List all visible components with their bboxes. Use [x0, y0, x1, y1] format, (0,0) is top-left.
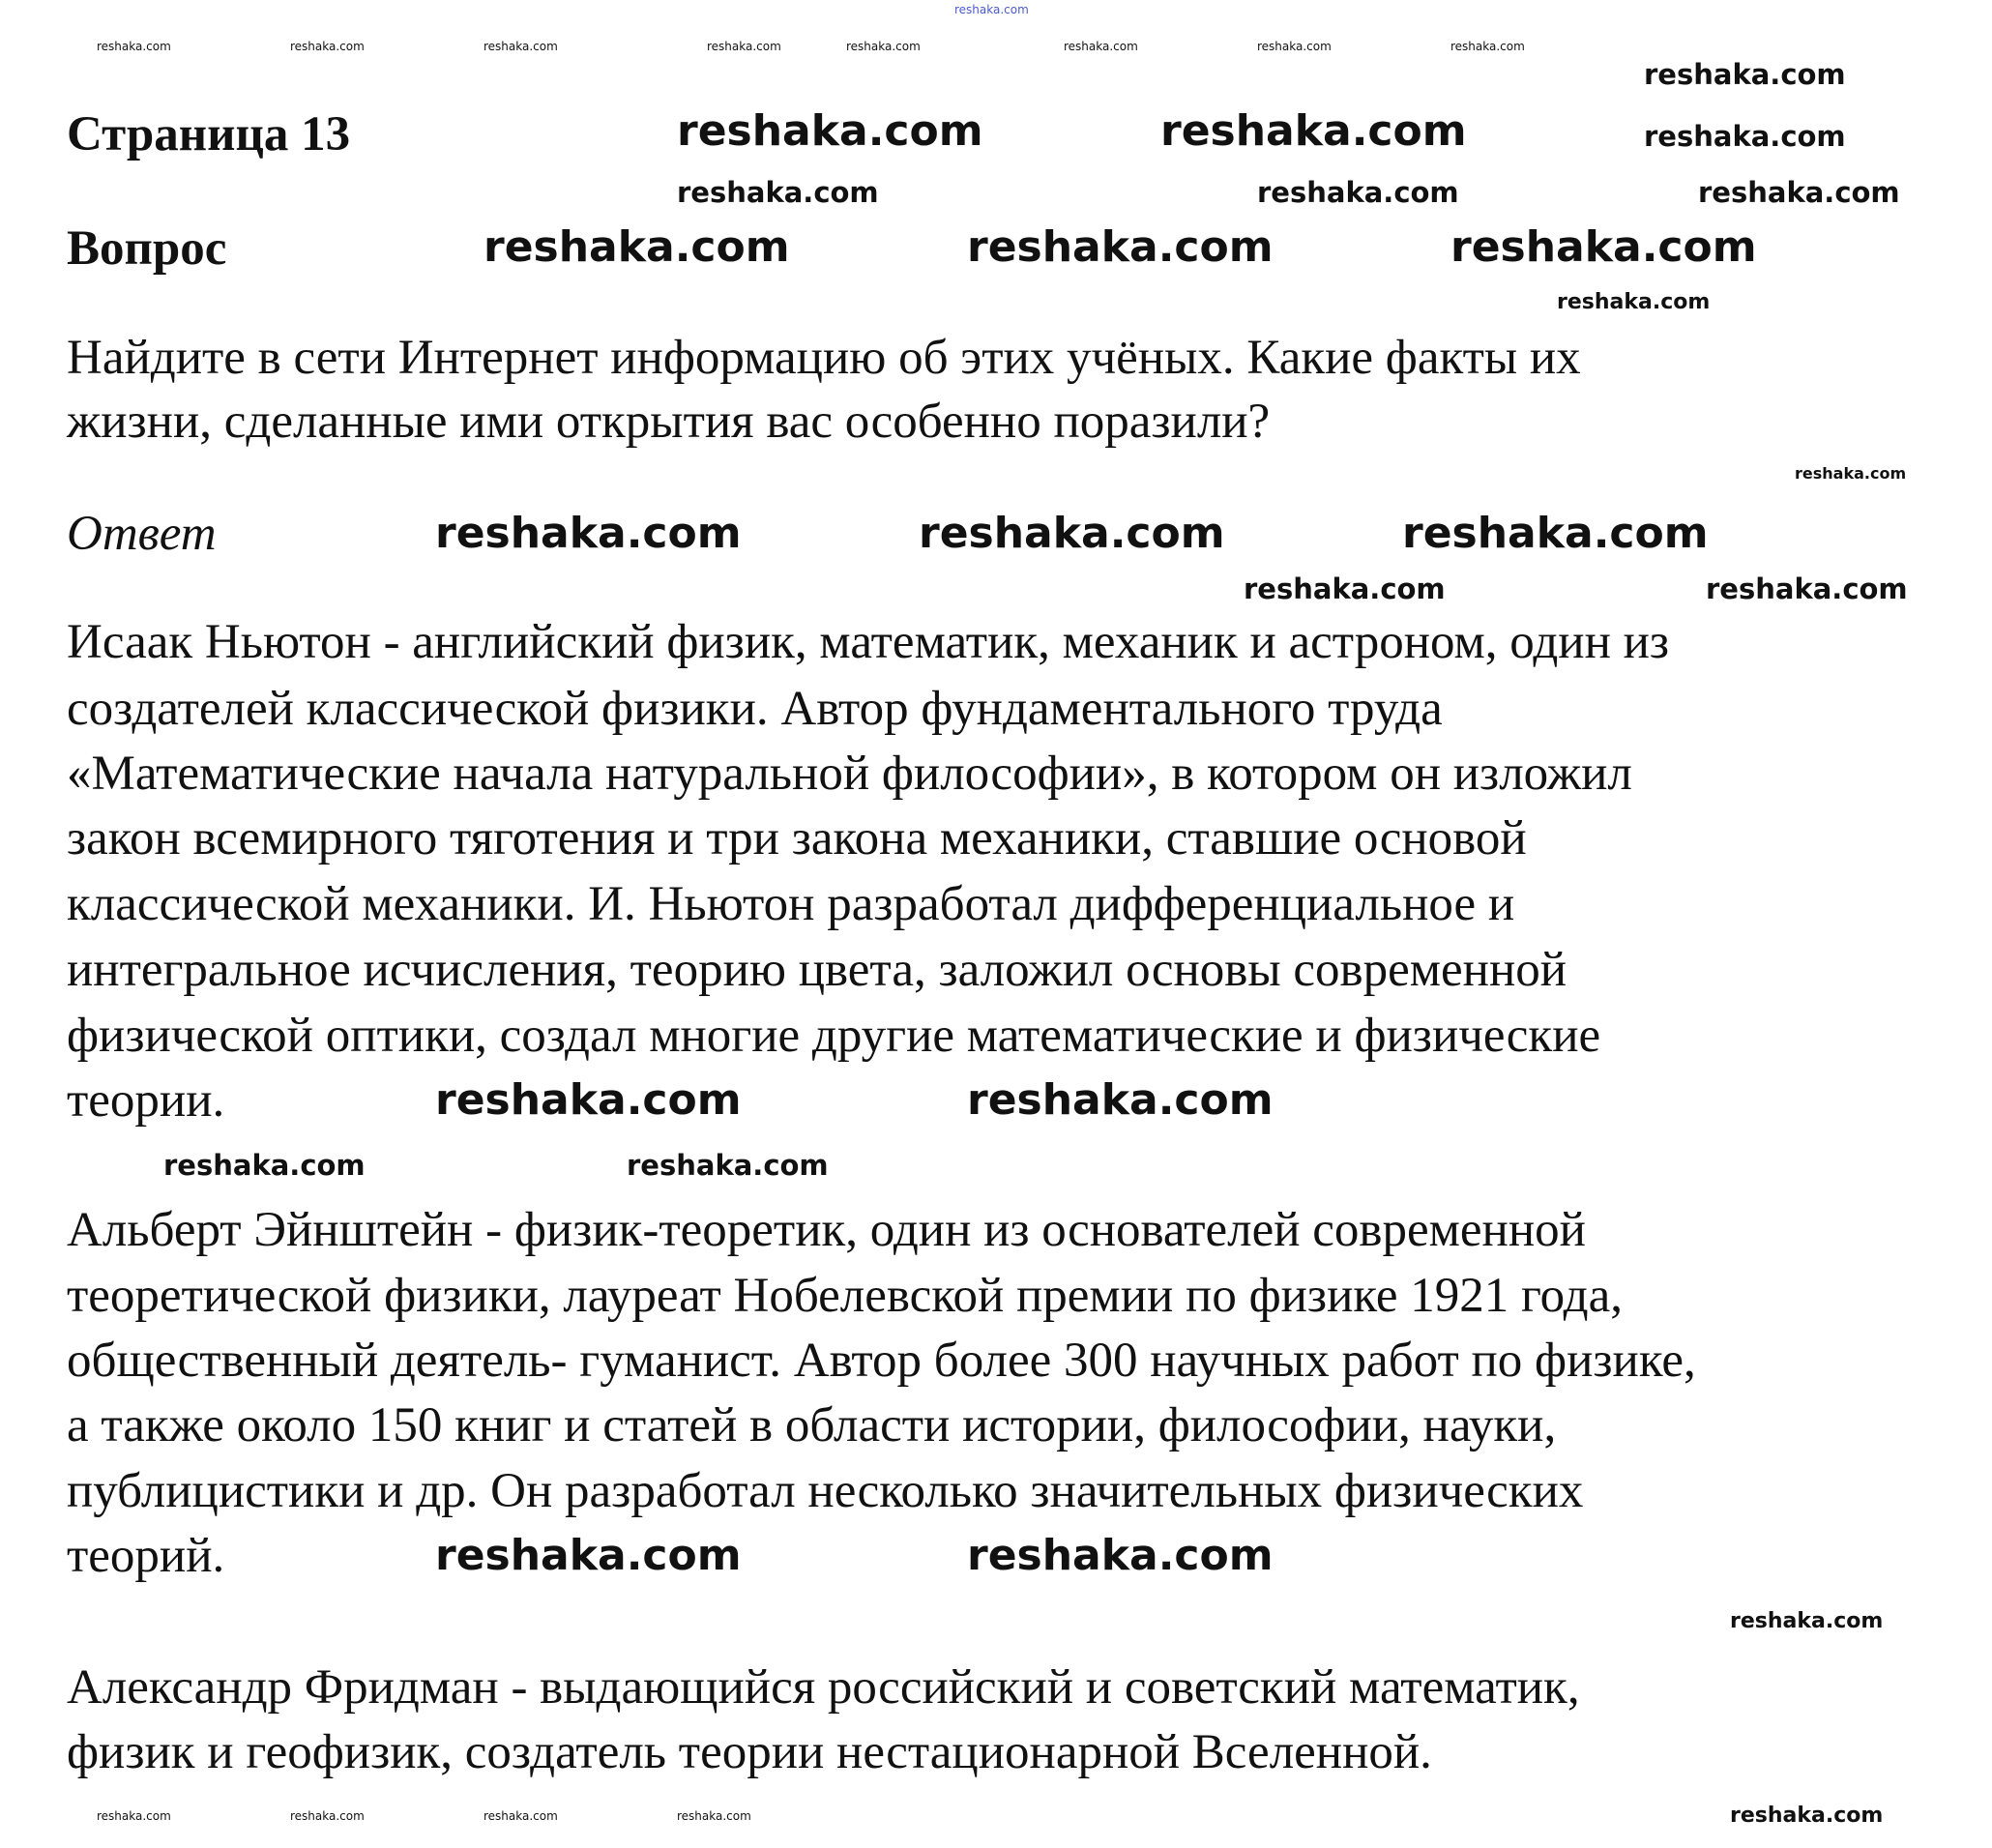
text-line: Исаак Ньютон - английский физик, математик, механик и астроном, один из: [67, 615, 1670, 669]
watermark: reshaka.com: [1450, 222, 1757, 272]
text-line: теории.: [67, 1073, 225, 1128]
watermark: reshaka.com: [290, 1809, 365, 1823]
watermark: reshaka.com: [1644, 58, 1846, 91]
text-line: общественный деятель- гуманист. Автор более 300 научных работ по физике,: [67, 1334, 1696, 1388]
watermark: reshaka.com: [967, 1531, 1274, 1580]
text-line: классической механики. И. Ньютон разработал дифференциальное и: [67, 877, 1515, 931]
watermark: reshaka.com: [1730, 1804, 1884, 1828]
watermark: reshaka.com: [1644, 120, 1846, 153]
watermark: reshaka.com: [483, 1809, 558, 1823]
watermark: reshaka.com: [163, 1149, 366, 1182]
watermark: reshaka.com: [1795, 464, 1907, 483]
watermark: reshaka.com: [677, 176, 879, 209]
text-line: теоретической физики, лауреат Нобелевской премии по физике 1921 года,: [67, 1269, 1624, 1323]
watermark: reshaka.com: [954, 3, 1029, 16]
watermark: reshaka.com: [435, 509, 742, 558]
text-line: а также около 150 книг и статей в области истории, философии, науки,: [67, 1398, 1557, 1452]
watermark: reshaka.com: [1064, 40, 1138, 53]
watermark: reshaka.com: [435, 1531, 742, 1580]
watermark: reshaka.com: [1557, 290, 1711, 314]
text-line: «Математические начала натуральной философии», в котором он изложил: [67, 747, 1632, 801]
text-line: создателей классической физики. Автор фундаментального труда: [67, 682, 1443, 736]
text-line: Александр Фридман - выдающийся российский и советский математик,: [67, 1660, 1580, 1715]
watermark: reshaka.com: [967, 1075, 1274, 1125]
text-line: закон всемирного тяготения и три закона механики, ставшие основой: [67, 811, 1527, 865]
watermark: reshaka.com: [707, 40, 781, 53]
text-line: интегральное исчисления, теорию цвета, заложил основы современной: [67, 943, 1567, 997]
page-title: Страница 13: [67, 107, 351, 161]
text-line: Альберт Эйнштейн - физик-теоретик, один из основателей современной: [67, 1203, 1586, 1257]
watermark: reshaka.com: [1402, 509, 1709, 558]
question-line: Найдите в сети Интернет информацию об этих учёных. Какие факты их: [67, 331, 1581, 385]
watermark: reshaka.com: [1706, 572, 1908, 605]
watermark: reshaka.com: [1160, 106, 1467, 156]
watermark: reshaka.com: [1698, 176, 1900, 209]
text-line: физик и геофизик, создатель теории нестационарной Вселенной.: [67, 1725, 1432, 1779]
watermark: reshaka.com: [97, 1809, 171, 1823]
watermark: reshaka.com: [483, 40, 558, 53]
watermark: reshaka.com: [483, 222, 790, 272]
watermark: reshaka.com: [919, 509, 1225, 558]
watermark: reshaka.com: [677, 106, 983, 156]
text-line: физической оптики, создал многие другие математические и физические: [67, 1009, 1601, 1063]
watermark: reshaka.com: [97, 40, 171, 53]
watermark: reshaka.com: [435, 1075, 742, 1125]
watermark: reshaka.com: [846, 40, 921, 53]
question-heading: Вопрос: [67, 221, 227, 276]
watermark: reshaka.com: [1730, 1609, 1884, 1633]
answer-heading: Ответ: [67, 507, 217, 561]
watermark: reshaka.com: [1257, 176, 1459, 209]
watermark: reshaka.com: [290, 40, 365, 53]
watermark: reshaka.com: [677, 1809, 751, 1823]
text-line: теорий.: [67, 1529, 225, 1583]
watermark: reshaka.com: [627, 1149, 829, 1182]
watermark: reshaka.com: [1257, 40, 1332, 53]
watermark: reshaka.com: [1450, 40, 1525, 53]
text-line: публицистики и др. Он разработал несколько значительных физических: [67, 1464, 1584, 1518]
watermark: reshaka.com: [1244, 572, 1446, 605]
question-line: жизни, сделанные ими открытия вас особенно поразили?: [67, 395, 1271, 449]
watermark: reshaka.com: [967, 222, 1274, 272]
